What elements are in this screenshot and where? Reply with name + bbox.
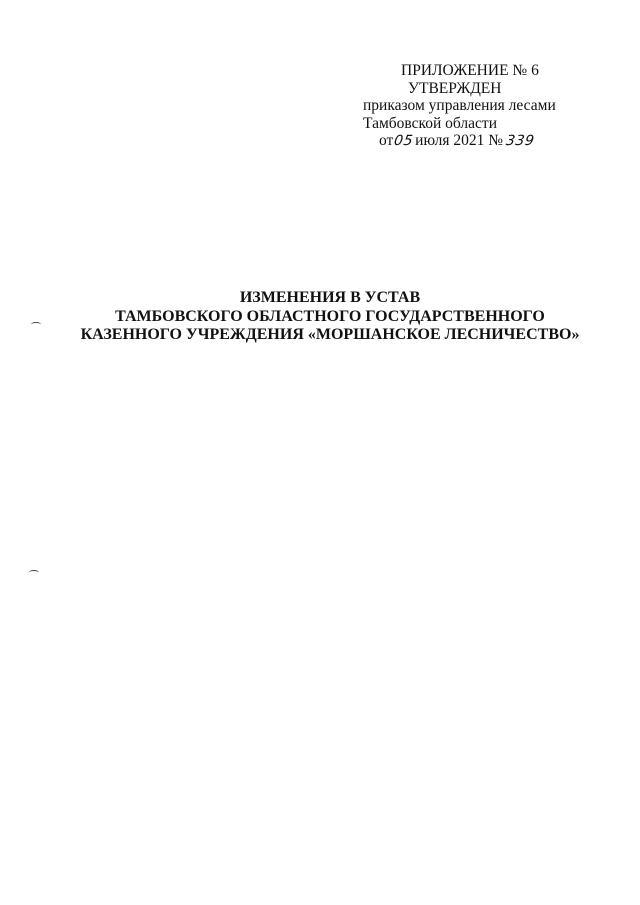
scan-margin-mark xyxy=(29,570,39,575)
order-region: Тамбовской области xyxy=(363,114,497,132)
title-line-2: ТАМБОВСКОГО ОБЛАСТНОГО ГОСУДАРСТВЕННОГО xyxy=(115,307,545,325)
title-line-3: КАЗЕННОГО УЧРЕЖДЕНИЯ «МОРШАНСКОЕ ЛЕСНИЧЕСТВО» xyxy=(80,326,580,343)
appendix-number: ПРИЛОЖЕНИЕ № 6 xyxy=(401,62,539,79)
document-title xyxy=(60,289,600,345)
date-month-year: июля 2021 № xyxy=(415,132,504,149)
title-line-1: ИЗМЕНЕНИЯ В УСТАВ xyxy=(239,289,421,306)
order-date-line xyxy=(363,132,593,151)
approved-label: УТВЕРЖДЕН xyxy=(408,79,502,97)
order-authority: приказом управления лесами xyxy=(363,97,556,114)
approval-block xyxy=(363,62,593,151)
handwritten-order-number: 339 xyxy=(505,133,536,149)
date-prefix: от xyxy=(379,132,394,149)
scan-margin-mark xyxy=(31,322,41,327)
handwritten-day: 05 xyxy=(393,133,415,149)
